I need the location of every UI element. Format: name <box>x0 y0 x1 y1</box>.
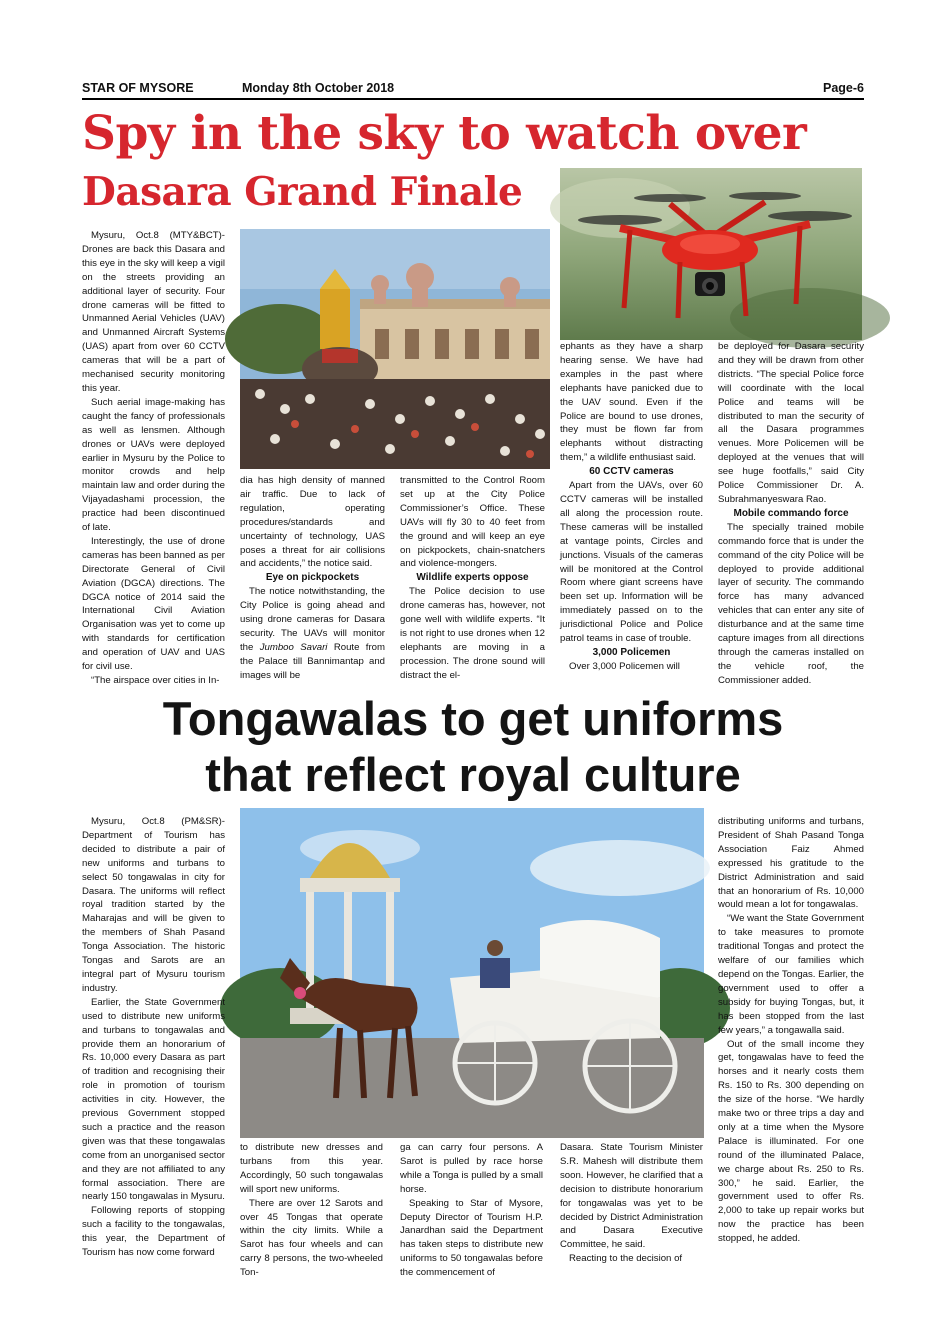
palace-procession-photo <box>240 229 550 469</box>
page-number: Page-6 <box>823 81 864 95</box>
subheading-mobile-commando: Mobile commando force <box>733 507 849 519</box>
headline-2-line-1: Tongawalas to get uniforms <box>162 692 784 745</box>
subheading-eye-on-pickpockets: Eye on pickpockets <box>265 572 360 584</box>
story2-column-2 <box>240 1141 383 1279</box>
headline-1-line-1: Spy in the sky to watch over <box>82 106 807 161</box>
text-run: The notice notwithstanding, the City Police is going ahead and using drone cameras for Dasara security. The UAVs will monitor the <box>240 586 385 653</box>
paragraph: Mysuru, Oct.8 (MTY&BCT)-Drones are back this Dasara and this eye in the sky will keep a vigil on the streets providing an additional layer of security. Four drone cameras will be fitted to Unmanned Aerial Vehicles (UAV) and Unmanned Aircraft Systems (UAS) apart from over 60 CCTV cameras that will be a part of mechanised security monitoring this year. <box>82 230 225 394</box>
text-run: Route from the Palace till Bannimantap and images will be <box>240 641 385 681</box>
paragraph: ga can carry four persons. A Sarot is pulled by race horse while a Tonga is pulled by a small horse. <box>400 1142 543 1195</box>
paragraph: Speaking to Star of Mysore, Deputy Director of Tourism H.P. Janardhan said the Department has taken steps to distribute new uniforms to 50 tongawalas before the commencement of <box>400 1197 543 1279</box>
headline-2-line-2: that reflect royal culture <box>205 748 741 801</box>
paragraph: ephants as they have a sharp hearing sense. We have had examples in the past where elephants have panicked due to the UAV sound. Even if the Police are bound to use drones, they must be flown far from elephants without distracting them,” a wildlife enthusiast said. <box>560 341 703 464</box>
story1-column-5 <box>718 340 864 690</box>
paragraph: The specially trained mobile commando force that is under the command of the city Police will be deployed to provide additional layer of security. The commando force has many advanced vehicles that can enter any site of disturbance and at the same time capture images from all directions through the cameras installed on the vehicle roof, the Commissioner added. <box>718 521 864 686</box>
story1-column-4 <box>560 340 703 690</box>
headline-1-line-2: Dasara Grand Finale <box>82 169 523 215</box>
paragraph: Earlier, the State Government used to distribute new uniforms and turbans to tongawalas and provide them an honorarium of Rs. 10,000 every Dasara as part of tradition and recognising their role in promotion of tourism activities in city. However, the previous Government stopped such a practice and the reason given was that these tongawalas come from an unorganised sector and they are not affiliated to any formal association. There are nearly 150 tongawalas in Mysuru. <box>82 996 225 1203</box>
paragraph: transmitted to the Control Room set up at the City Police Commissioner’s Office. These UAVs will fly 30 to 40 feet from the ground and will keep an eye on pickpockets, chain-snatchers and violence-mongers. <box>400 475 545 570</box>
paragraph: distributing uniforms and turbans, President of Shah Pasand Tonga Association Faiz Ahmed expressed his gratitude to the District Administration and said that an honorarium of Rs. 10,000 would mean a lot for tongawalas. <box>718 816 864 911</box>
paragraph: to distribute new dresses and turbans from this year. Accordingly, 50 such tongawalas will sport new uniforms. <box>240 1142 383 1195</box>
paragraph: Apart from the UAVs, over 60 CCTV cameras will be installed all along the procession route. These cameras will be installed at vantage points, Circles and junctions. Visuals of the cameras will be monitored at the Control Room where giant screens have been set up. Information will be immediately passed on to the jurisdictional Police and Police patrol teams in case of trouble. <box>560 480 703 645</box>
paragraph <box>240 585 385 682</box>
paragraph: “We want the State Government to take measures to promote traditional Tongas and protect the welfare of our families which depend on the Tongas. Earlier, the government used to offer a subsidy for buying Tongas, but, it has been stopped from the last few years,” a tongawalla said. <box>718 913 864 1036</box>
story1-column-3 <box>400 474 545 690</box>
paragraph: Mysuru, Oct.8 (PM&SR)-Department of Tourism has decided to distribute a pair of new uniforms and turbans to select 50 tongawalas in city for Dasara. The uniforms will reflect royal tradition started by the Maharajas and will be given to the members of Shah Pasand Tonga Association. The historic Tongas and Sarots are an integral part of Mysuru tourism industry. <box>82 816 225 994</box>
italic-route-name: Jumboo Savari <box>259 641 328 653</box>
subheading-policemen: 3,000 Policemen <box>592 646 671 658</box>
paragraph: Dasara. State Tourism Minister S.R. Mahesh will distribute them soon. However, he clarified that a decision to distribute honorarium for tongawalas was yet to be decided by District Administration and Dasara Executive Committee, he said. <box>560 1142 703 1251</box>
paragraph: Over 3,000 Policemen will <box>569 660 680 672</box>
story2-column-3 <box>400 1141 543 1279</box>
paragraph: Interestingly, the use of drone cameras has been banned as per Directorate General of Civil Aviation (DGCA) directions. The DGCA notice of 2014 said the International Civil Aviation Organisation was yet to come up with standards for certification and operation of UAV and UAS for civil use. <box>82 535 225 673</box>
paragraph: Reacting to the decision of <box>569 1253 683 1265</box>
subheading-cctv-cameras: 60 CCTV cameras <box>589 466 674 478</box>
drone-photo <box>560 168 862 340</box>
story1-column-1 <box>82 229 225 690</box>
paragraph: There are over 12 Sarots and over 45 Tongas that operate within the city limits. While a Sarot has four wheels and can carry 8 persons, the two-wheeled Ton- <box>240 1197 383 1279</box>
paragraph: “The airspace over cities in In- <box>91 675 220 686</box>
paragraph: Following reports of stopping such a facility to the tongawalas, this year, the Department of Tourism has now come forward <box>82 1205 225 1259</box>
paragraph: Such aerial image-making has caught the fancy of professionals as well as lensmen. Although drones or UAVs were deployed earlier in Mysuru by the Police to monitor crowds and help maintain law and order during the Vijayadashami procession, the practice had been discontinued of late. <box>82 396 225 534</box>
paragraph: Out of the small income they get, tongawalas have to feed the horses and it nearly costs them Rs. 150 to Rs. 300 depending on the size of the horse. “We hardly make two or three trips a day and only at a time when the Mysore Palace is illuminated. For one round of the illuminated Palace, we charge about Rs. 250 to Rs. 300,” he said. Earlier, the government used to offer Rs. 2,000 to take up repair works but now the practice has been stopped, he added. <box>718 1038 864 1245</box>
page-header <box>82 80 864 100</box>
subheading-wildlife-experts: Wildlife experts oppose <box>416 572 529 584</box>
story2-column-4 <box>560 1141 703 1271</box>
paragraph: be deployed for Dasara security and they will be drawn from other districts. “The special Police force will coordinate with the local Police and teams will be distributed to man the security of all the Dasara programmes venues. More Policemen will be deployed at the venues that will see huge footfalls,” said City Police Commissioner Dr. A. Subrahmanyeswara Rao. <box>718 341 864 505</box>
paragraph: dia has high density of manned air traffic. Due to lack of regulation, operating procedures/standards and uncertainty of technology, UAS poses a threat for air collisions and accidents,” the notice said. <box>240 475 385 570</box>
story2-column-5 <box>718 815 864 1270</box>
story2-column-1 <box>82 815 225 1270</box>
tonga-carriage-photo <box>240 808 704 1138</box>
paper-name: STAR OF MYSORE <box>82 81 194 95</box>
issue-date: Monday 8th October 2018 <box>242 81 395 95</box>
story1-column-2 <box>240 474 385 690</box>
paragraph: The Police decision to use drone cameras has, however, not gone well with wildlife experts. “It is not right to use drones when 12 elephants are moving in a procession. The drone sound will distract the el- <box>400 586 545 681</box>
